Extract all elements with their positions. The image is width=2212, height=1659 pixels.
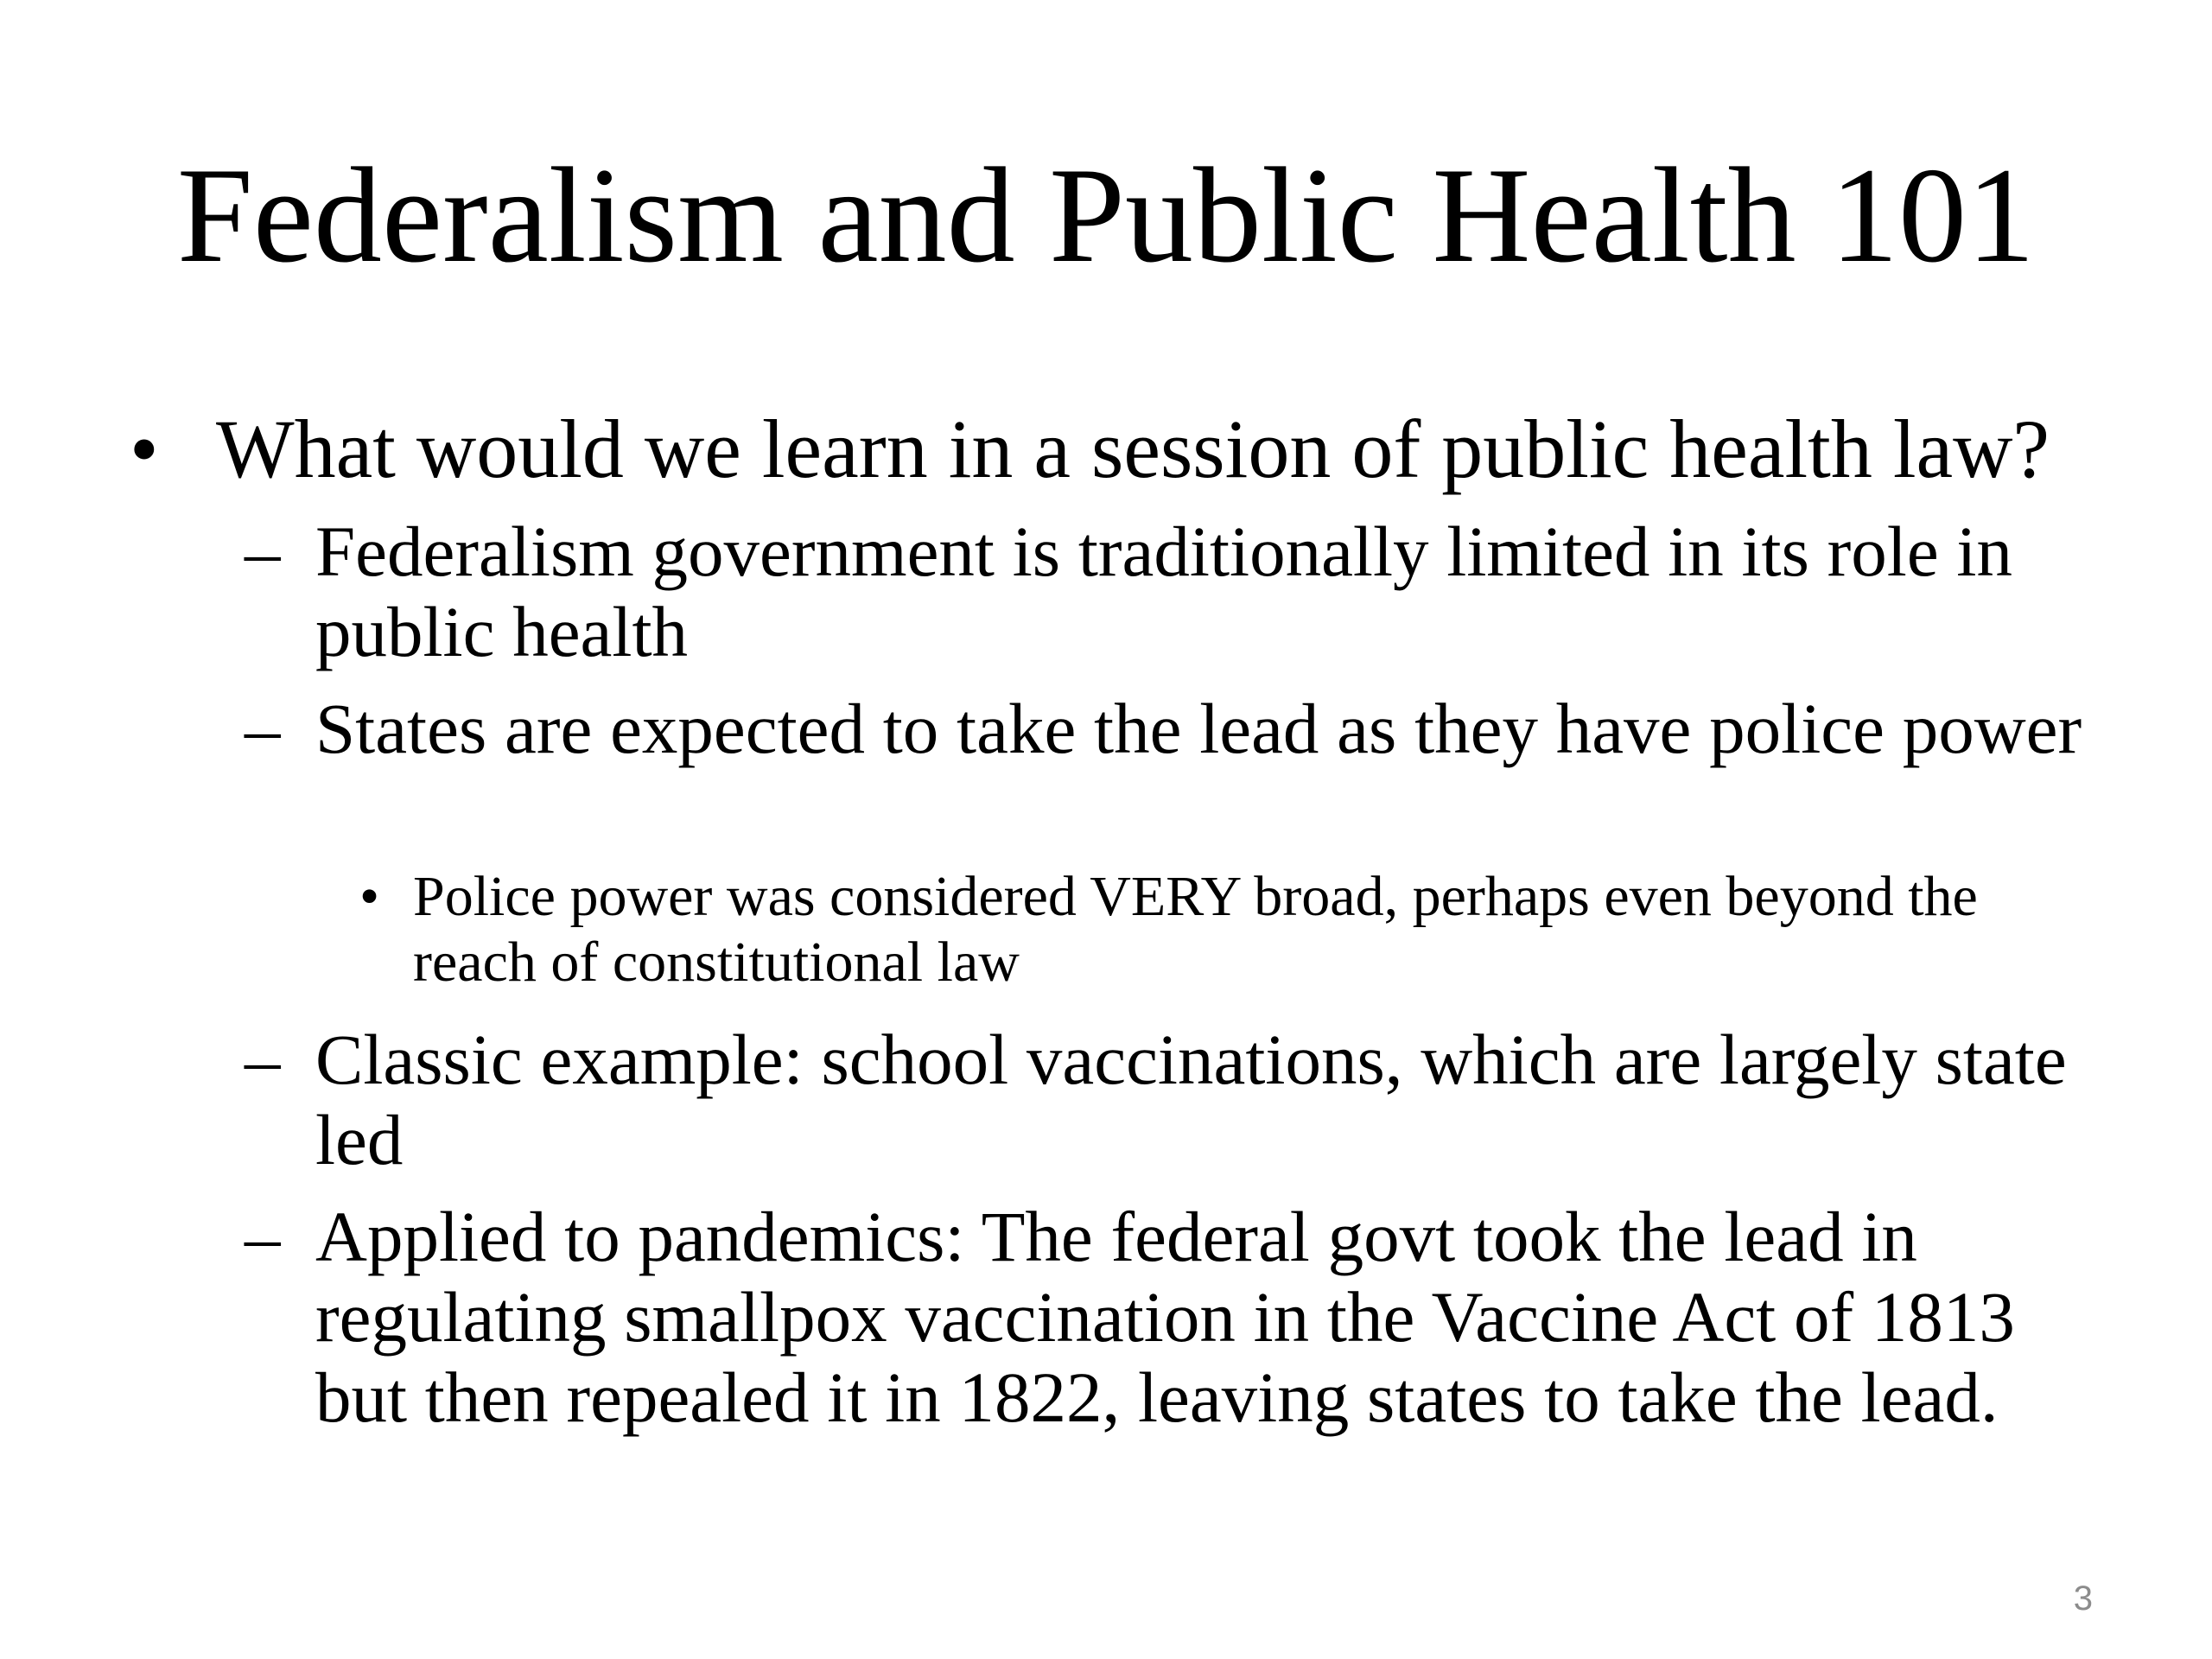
dash-marker: – <box>245 1197 281 1276</box>
sub-bullet-pandemics <box>245 1197 2104 1438</box>
dash-marker: – <box>245 512 281 591</box>
sub-bullet-text: Federalism government is traditionally limited in its role in public health <box>315 512 2012 671</box>
slide-title: Federalism and Public Health 101 <box>176 140 2036 291</box>
page-number: 3 <box>2073 1580 2093 1618</box>
dash-marker: – <box>245 1020 281 1099</box>
sub-bullet-classic-example <box>245 1020 2104 1180</box>
sub-sub-bullet-text: Police power was considered VERY broad, perhaps even beyond the reach of constitutional law <box>413 865 1978 994</box>
bullet-text: What would we learn in a session of public health law? <box>216 403 2050 495</box>
bullet-marker: • <box>359 865 380 928</box>
dash-marker: – <box>245 689 281 768</box>
sub-bullet-text: States are expected to take the lead as they have police power <box>315 689 2082 768</box>
sub-bullet-text: Applied to pandemics: The federal govt took the lead in regulating smallpox vaccination in the Vaccine Act of 1813 but then repealed it in 1822, leaving states to take the lead. <box>315 1197 2015 1437</box>
sub-bullet-text: Classic example: school vaccinations, which are largely state led <box>315 1020 2067 1179</box>
sub-bullet-states-lead <box>245 689 2104 769</box>
bullet-main <box>130 397 2169 501</box>
sub-sub-bullet-police-power <box>359 864 2089 995</box>
sub-bullet-federal-role <box>245 512 2104 672</box>
bullet-marker: • <box>130 403 159 495</box>
